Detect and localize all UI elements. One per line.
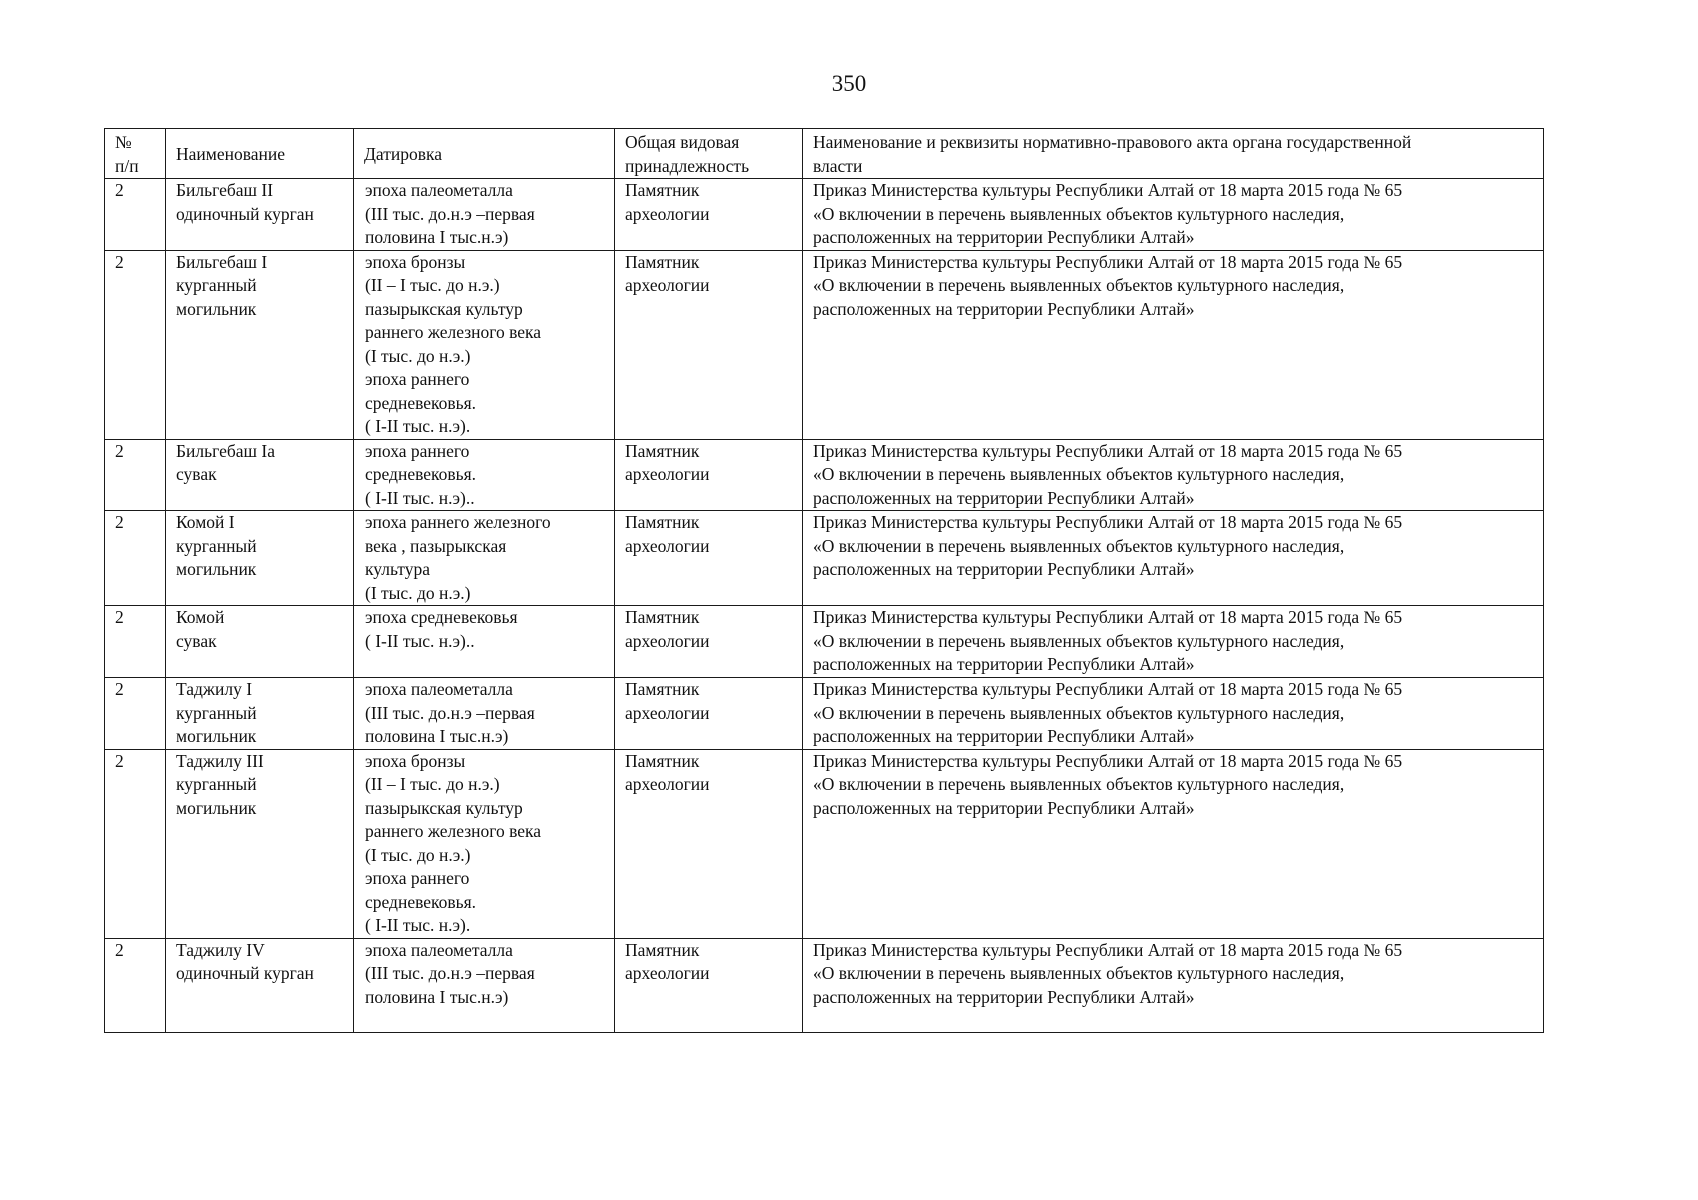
table-body	[105, 179, 1544, 1033]
cell-act: Приказ Министерства культуры Республики Алтай от 18 марта 2015 года № 65 «О включении в перечень выявленных объектов культурного наследия, расположенных на территории Республики Алтай»	[803, 938, 1544, 1032]
cell-type: Памятник археологии	[615, 250, 803, 439]
cell-dating: эпоха палеометалла (III тыс. до.н.э –первая половина I тыс.н.э)	[354, 938, 615, 1032]
cell-number: 2	[105, 678, 166, 750]
cell-name: Комой I курганный могильник	[166, 511, 354, 606]
cell-number: 2	[105, 511, 166, 606]
table-row	[105, 678, 1544, 750]
cell-type: Памятник археологии	[615, 511, 803, 606]
table-header	[105, 129, 1544, 179]
header-row	[105, 129, 1544, 179]
cell-number: 2	[105, 606, 166, 678]
cell-dating: эпоха средневековья ( I-II тыс. н.э)..	[354, 606, 615, 678]
cell-name: Бильгебаш I курганный могильник	[166, 250, 354, 439]
cell-type: Памятник археологии	[615, 439, 803, 511]
header-act: Наименование и реквизиты нормативно-правового акта органа государственной власти	[803, 129, 1544, 179]
header-dating: Датировка	[354, 129, 615, 179]
cell-dating: эпоха бронзы (II – I тыс. до н.э.) пазырыкская культур раннего железного века (I тыс. до н.э.) эпоха раннего средневековья. ( I-II тыс. н.э).	[354, 250, 615, 439]
table-row	[105, 606, 1544, 678]
table-row	[105, 179, 1544, 251]
table-row	[105, 439, 1544, 511]
cell-type: Памятник археологии	[615, 938, 803, 1032]
cell-type: Памятник археологии	[615, 678, 803, 750]
cell-act: Приказ Министерства культуры Республики Алтай от 18 марта 2015 года № 65 «О включении в перечень выявленных объектов культурного наследия, расположенных на территории Республики Алтай»	[803, 250, 1544, 439]
header-number: № п/п	[105, 129, 166, 179]
cell-dating: эпоха раннего средневековья. ( I-II тыс. н.э)..	[354, 439, 615, 511]
header-type: Общая видовая принадлежность	[615, 129, 803, 179]
cell-type: Памятник археологии	[615, 606, 803, 678]
cell-act: Приказ Министерства культуры Республики Алтай от 18 марта 2015 года № 65 «О включении в перечень выявленных объектов культурного наследия, расположенных на территории Республики Алтай»	[803, 439, 1544, 511]
cell-act: Приказ Министерства культуры Республики Алтай от 18 марта 2015 года № 65 «О включении в перечень выявленных объектов культурного наследия, расположенных на территории Республики Алтай»	[803, 606, 1544, 678]
cell-type: Памятник археологии	[615, 179, 803, 251]
table-row	[105, 250, 1544, 439]
cell-number: 2	[105, 250, 166, 439]
table-row	[105, 938, 1544, 1032]
page-number: 350	[831, 71, 867, 96]
cell-number: 2	[105, 749, 166, 938]
cell-act: Приказ Министерства культуры Республики Алтай от 18 марта 2015 года № 65 «О включении в перечень выявленных объектов культурного наследия, расположенных на территории Республики Алтай»	[803, 749, 1544, 938]
header-name: Наименование	[166, 129, 354, 179]
cell-dating: эпоха раннего железного века , пазырыкская культура (I тыс. до н.э.)	[354, 511, 615, 606]
cell-number: 2	[105, 938, 166, 1032]
cell-act: Приказ Министерства культуры Республики Алтай от 18 марта 2015 года № 65 «О включении в перечень выявленных объектов культурного наследия, расположенных на территории Республики Алтай»	[803, 678, 1544, 750]
cell-name: Комой сувак	[166, 606, 354, 678]
cell-name: Таджилу III курганный могильник	[166, 749, 354, 938]
cell-act: Приказ Министерства культуры Республики Алтай от 18 марта 2015 года № 65 «О включении в перечень выявленных объектов культурного наследия, расположенных на территории Республики Алтай»	[803, 179, 1544, 251]
cell-name: Таджилу I курганный могильник	[166, 678, 354, 750]
table-row	[105, 511, 1544, 606]
cell-act: Приказ Министерства культуры Республики Алтай от 18 марта 2015 года № 65 «О включении в перечень выявленных объектов культурного наследия, расположенных на территории Республики Алтай»	[803, 511, 1544, 606]
cell-dating: эпоха палеометалла (III тыс. до.н.э –первая половина I тыс.н.э)	[354, 678, 615, 750]
cell-name: Бильгебаш II одиночный курган	[166, 179, 354, 251]
cell-dating: эпоха палеометалла (III тыс. до.н.э –первая половина I тыс.н.э)	[354, 179, 615, 251]
heritage-objects-table	[104, 128, 1544, 1033]
cell-dating: эпоха бронзы (II – I тыс. до н.э.) пазырыкская культур раннего железного века (I тыс. до н.э.) эпоха раннего средневековья. ( I-II тыс. н.э).	[354, 749, 615, 938]
cell-name: Таджилу IV одиночный курган	[166, 938, 354, 1032]
cell-number: 2	[105, 439, 166, 511]
cell-type: Памятник археологии	[615, 749, 803, 938]
cell-name: Бильгебаш Iа сувак	[166, 439, 354, 511]
cell-number: 2	[105, 179, 166, 251]
table-row	[105, 749, 1544, 938]
